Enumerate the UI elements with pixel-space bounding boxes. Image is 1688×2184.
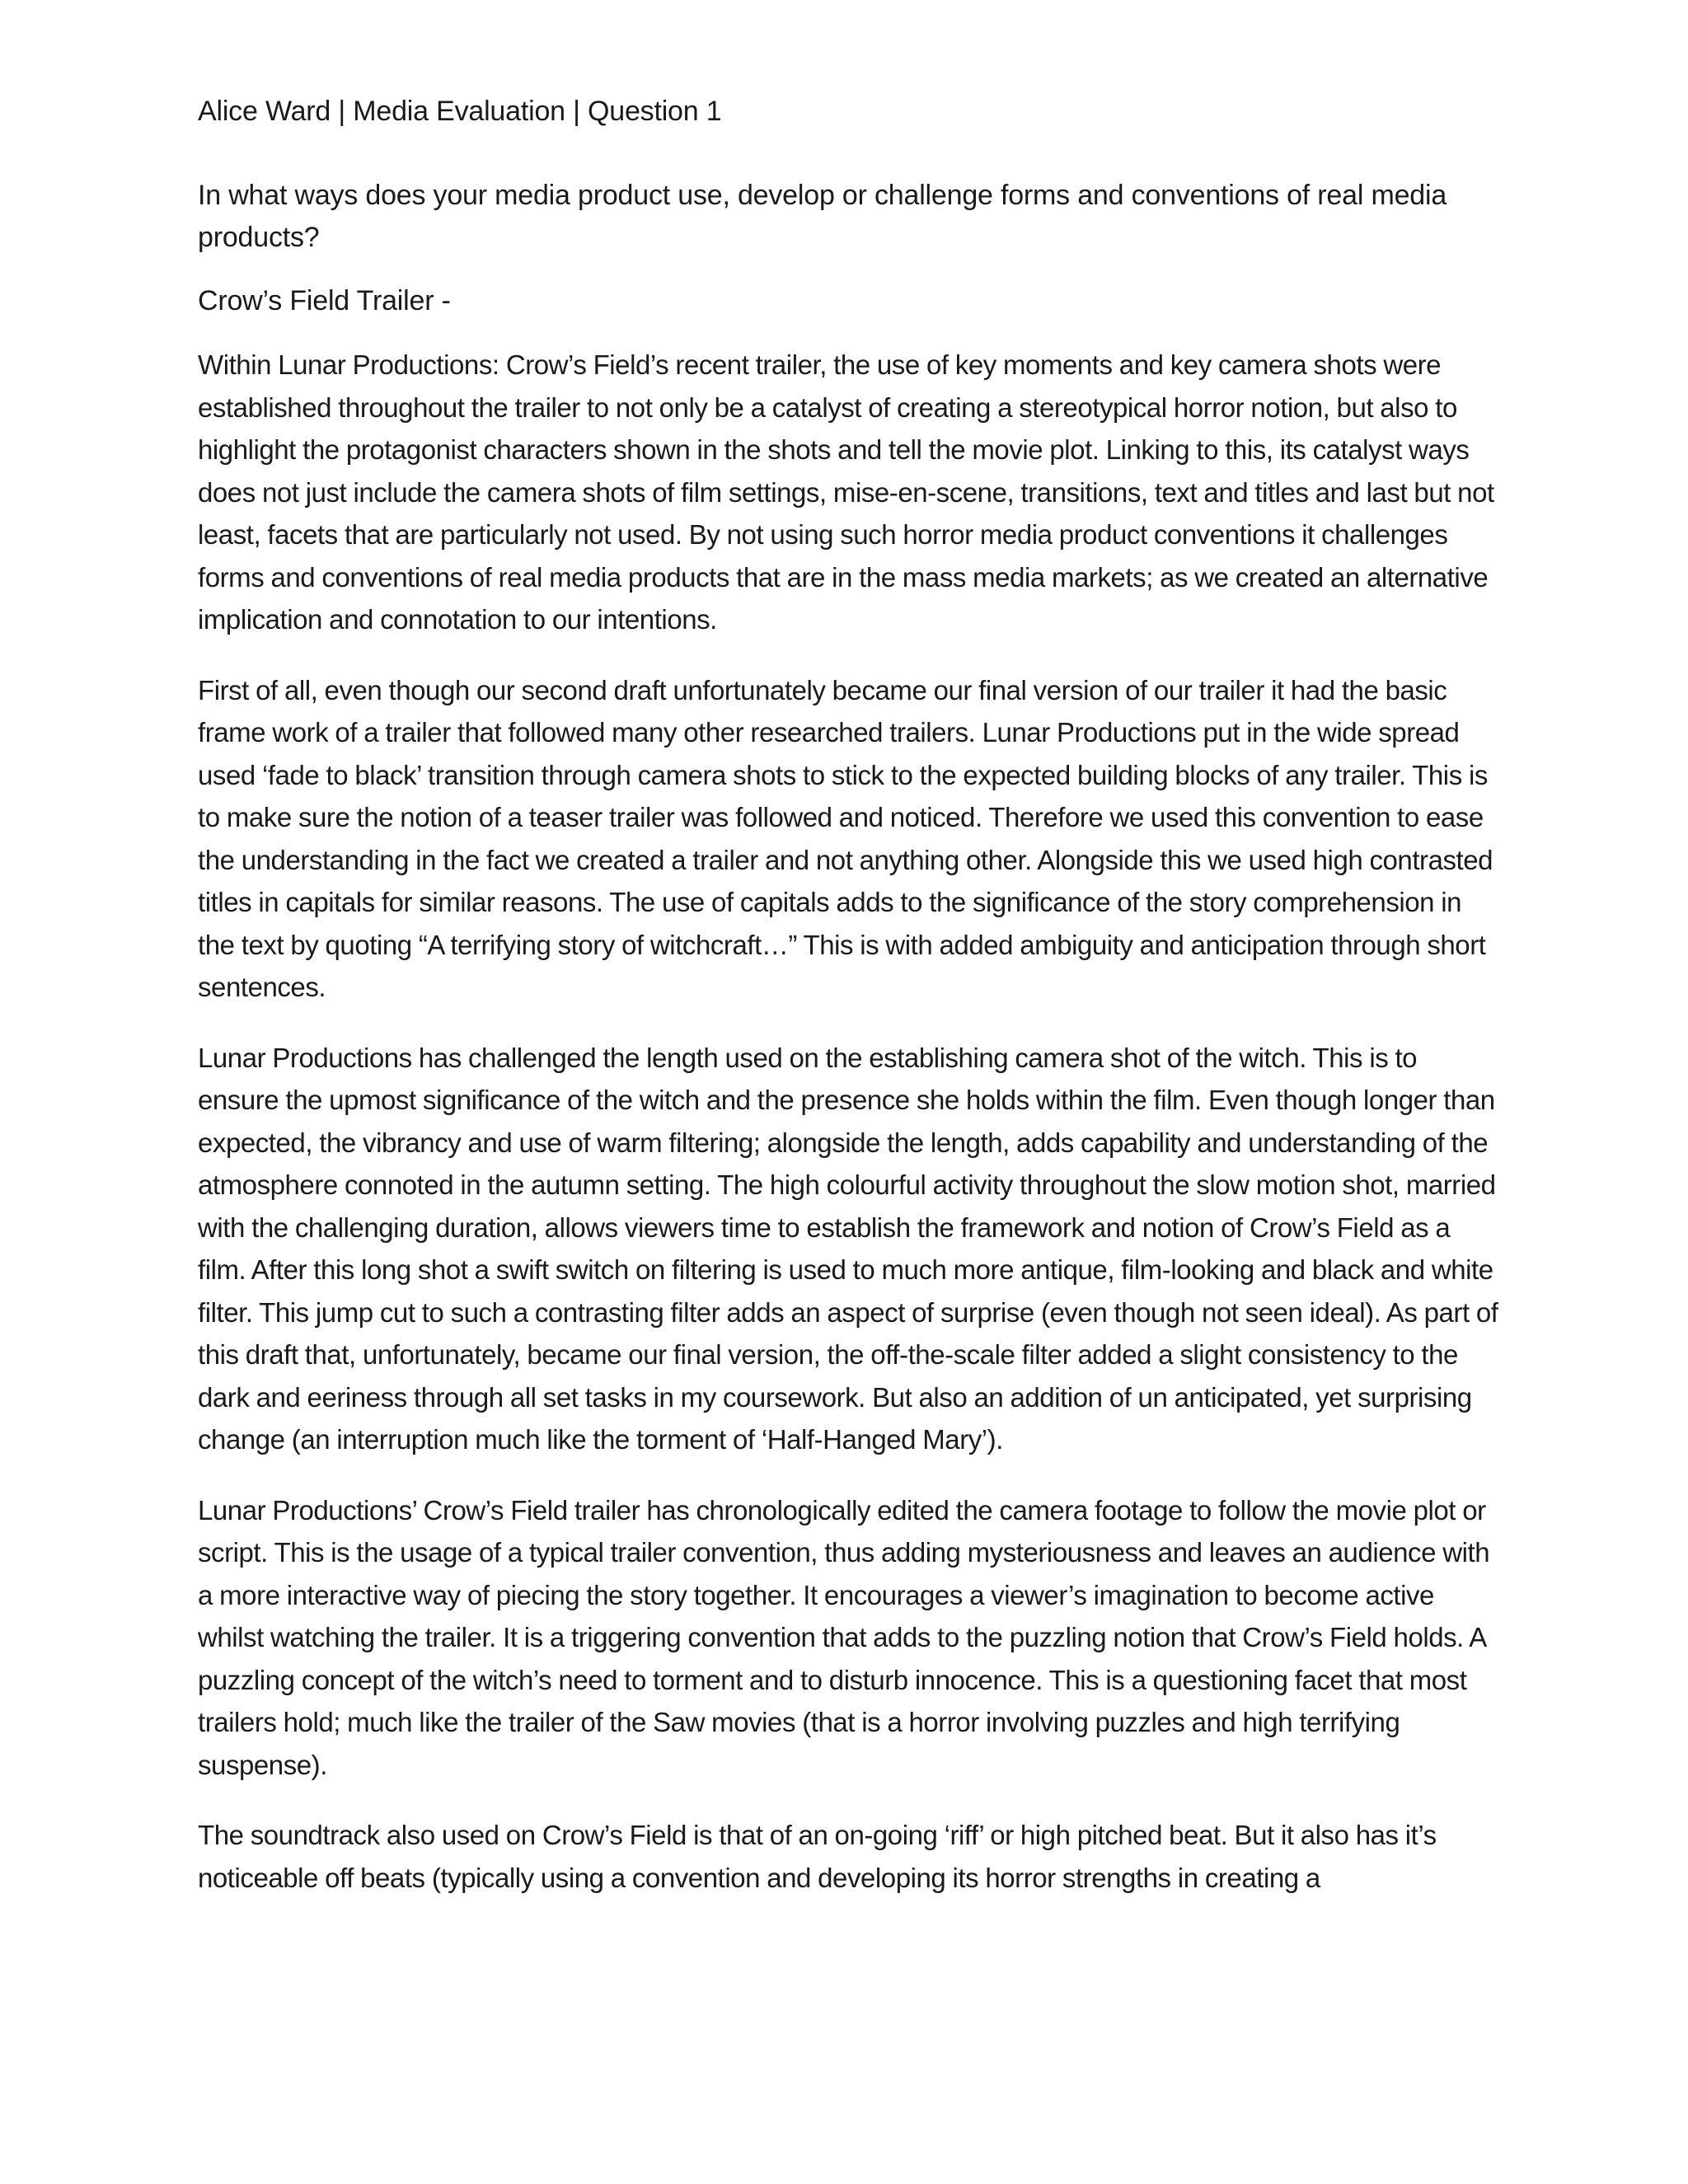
paragraph-editing: Lunar Productions’ Crow’s Field trailer has chronologically edited the camera footage to follow the movie plot or script. This is the usage of a typical trailer convention, thus adding mysteriousness and leaves an audience with a more interactive way of piecing the story together. It encourages a viewer’s imagination to become active whilst watching the trailer. It is a triggering convention that adds to the puzzling notion that Crow’s Field holds. A puzzling concept of the witch’s need to torment and to disturb innocence. This is a questioning facet that most trailers hold; much like the trailer of the Saw movies (that is a horror involving puzzles and high terrifying suspense). xyxy=(198,1494,1490,1780)
document-page xyxy=(198,92,1500,1927)
document-header: Alice Ward | Media Evaluation | Question 1 xyxy=(198,96,722,127)
paragraph-conventions: First of all, even though our second draft unfortunately became our final version of our trailer it had the basic frame work of a trailer that followed many other researched trailers. Lunar Productions put in the wide spread used ‘fade to black’ transition through camera shots to stick to the expected building blocks of any trailer. This is to make sure the notion of a teaser trailer was followed and noticed. Therefore we used this convention to ease the understanding in the fact we created a trailer and not anything other. Alongside this we used high contrasted titles in capitals for similar reasons. The use of capitals adds to the significance of the story comprehension in the text by quoting “A terrifying story of witchcraft…” This is with added ambiguity and anticipation through short sentences. xyxy=(198,674,1493,1002)
paragraph-intro: Within Lunar Productions: Crow’s Field’s recent trailer, the use of key moments and key camera shots were established throughout the trailer to not only be a catalyst of creating a stereotypical horror notion, but also to highlight the protagonist characters shown in the shots and tell the movie plot. Linking to this, its catalyst ways does not just include the camera shots of film settings, mise-en-scene, transitions, text and titles and last but not least, facets that are particularly not used. By not using such horror media product conventions it challenges forms and conventions of real media products that are in the mass media markets; as we created an alternative implication and connotation to our intentions. xyxy=(198,349,1494,635)
section-title: Crow’s Field Trailer - xyxy=(198,285,451,316)
paragraph-challenges: Lunar Productions has challenged the length used on the establishing camera shot of the witch. This is to ensure the upmost significance of the witch and the presence she holds within the film. Even though longer than expected, the vibrancy and use of warm filtering; alongside the length, adds capability and understanding of the atmosphere connoted in the autumn setting. The high colourful activity throughout the slow motion shot, married with the challenging duration, allows viewers time to establish the framework and notion of Crow’s Field as a film. After this long shot a swift switch on filtering is used to much more antique, film-looking and black and white filter. This jump cut to such a contrasting filter adds an aspect of surprise (even though not seen ideal). As part of this draft that, unfortunately, became our final version, the off-the-scale filter added a slight consistency to the dark and eeriness through all set tasks in my coursework. But also an addition of un anticipated, yet surprising change (an interruption much like the torment of ‘Half-Hanged Mary’). xyxy=(198,1042,1498,1455)
paragraph-soundtrack: The soundtrack also used on Crow’s Field is that of an on-going ‘riff’ or high pitched beat. But it also has it’s noticeable off beats (typically using a convention and developing its horror strengths in creating a xyxy=(198,1820,1437,1893)
evaluation-question: In what ways does your media product use, develop or challenge forms and conventions of real media products? xyxy=(198,180,1447,253)
